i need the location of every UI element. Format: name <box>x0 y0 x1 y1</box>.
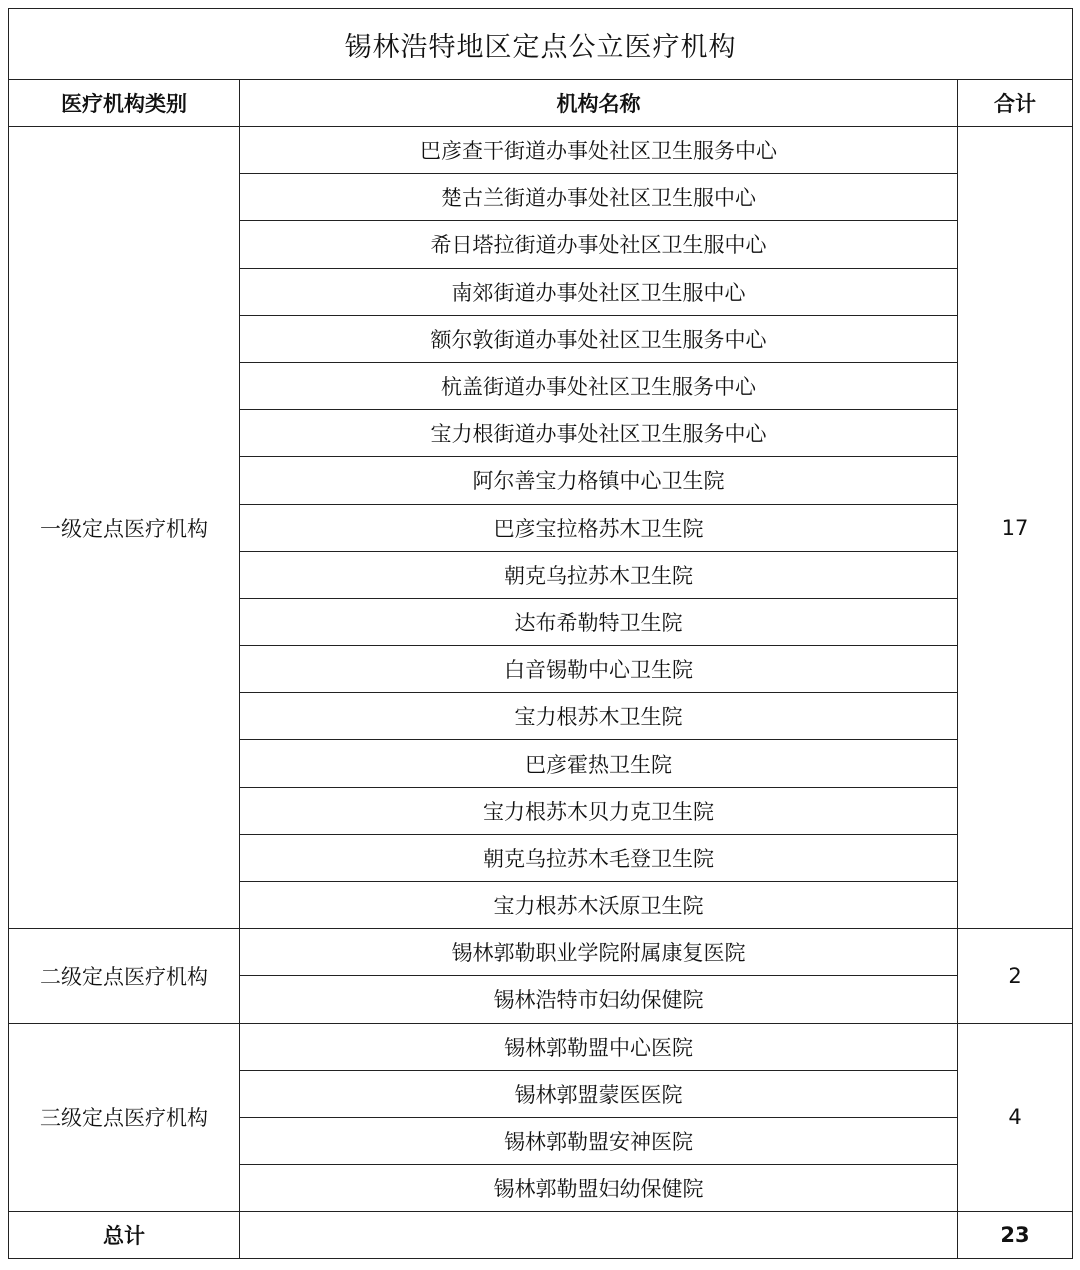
institution-name-cell: 朝克乌拉苏木卫生院 <box>240 551 958 598</box>
institution-name-cell: 宝力根街道办事处社区卫生服务中心 <box>240 410 958 457</box>
count-cell: 4 <box>958 1023 1073 1212</box>
table-row <box>9 127 1073 174</box>
institution-name-cell: 达布希勒特卫生院 <box>240 598 958 645</box>
institution-name-cell: 宝力根苏木沃原卫生院 <box>240 882 958 929</box>
total-name-cell <box>240 1212 958 1259</box>
institution-name-cell: 巴彦霍热卫生院 <box>240 740 958 787</box>
institution-name-cell: 宝力根苏木贝力克卫生院 <box>240 787 958 834</box>
institution-name-cell: 锡林郭盟蒙医医院 <box>240 1070 958 1117</box>
total-label-cell: 总计 <box>9 1212 240 1259</box>
institution-name-cell: 锡林浩特市妇幼保健院 <box>240 976 958 1023</box>
column-header-count: 合计 <box>958 80 1073 127</box>
institution-name-cell: 额尔敦街道办事处社区卫生服务中心 <box>240 315 958 362</box>
institution-name-cell: 锡林郭勒盟安神医院 <box>240 1117 958 1164</box>
institutions-table <box>8 8 1073 1259</box>
table-row <box>9 1023 1073 1070</box>
total-count-cell: 23 <box>958 1212 1073 1259</box>
institution-name-cell: 楚古兰街道办事处社区卫生服中心 <box>240 174 958 221</box>
institution-name-cell: 宝力根苏木卫生院 <box>240 693 958 740</box>
institution-name-cell: 巴彦查干街道办事处社区卫生服务中心 <box>240 127 958 174</box>
institution-name-cell: 锡林郭勒职业学院附属康复医院 <box>240 929 958 976</box>
institution-name-cell: 白音锡勒中心卫生院 <box>240 646 958 693</box>
institution-name-cell: 希日塔拉街道办事处社区卫生服中心 <box>240 221 958 268</box>
institution-name-cell: 锡林郭勒盟中心医院 <box>240 1023 958 1070</box>
institution-name-cell: 锡林郭勒盟妇幼保健院 <box>240 1165 958 1212</box>
column-header-name: 机构名称 <box>240 80 958 127</box>
institution-name-cell: 南郊街道办事处社区卫生服中心 <box>240 268 958 315</box>
institutions-sheet <box>8 8 1072 1259</box>
count-cell: 2 <box>958 929 1073 1023</box>
category-cell: 一级定点医疗机构 <box>9 127 240 929</box>
category-cell: 二级定点医疗机构 <box>9 929 240 1023</box>
institution-name-cell: 巴彦宝拉格苏木卫生院 <box>240 504 958 551</box>
category-cell: 三级定点医疗机构 <box>9 1023 240 1212</box>
institution-name-cell: 杭盖街道办事处社区卫生服务中心 <box>240 362 958 409</box>
table-row <box>9 929 1073 976</box>
institution-name-cell: 阿尔善宝力格镇中心卫生院 <box>240 457 958 504</box>
column-header-category: 医疗机构类别 <box>9 80 240 127</box>
title-row <box>9 9 1073 80</box>
header-row <box>9 80 1073 127</box>
count-cell: 17 <box>958 127 1073 929</box>
page-title: 锡林浩特地区定点公立医疗机构 <box>9 9 1073 80</box>
institution-name-cell: 朝克乌拉苏木毛登卫生院 <box>240 834 958 881</box>
total-row <box>9 1212 1073 1259</box>
